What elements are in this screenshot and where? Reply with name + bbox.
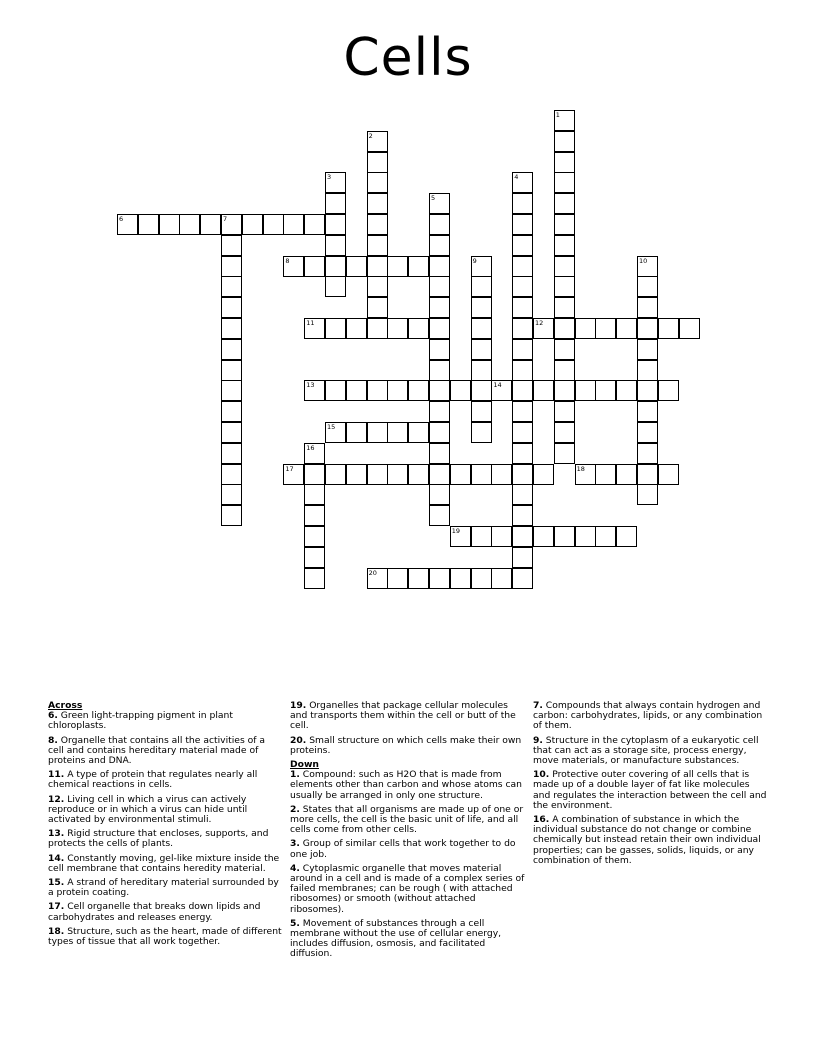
grid-cell[interactable] [658,464,679,485]
grid-cell[interactable] [325,235,346,256]
grid-cell[interactable] [616,526,637,547]
grid-cell[interactable] [429,339,450,360]
clue-item [48,927,283,947]
grid-cell[interactable] [512,422,533,443]
grid-cell[interactable] [637,422,658,443]
grid-cell[interactable] [471,568,492,589]
clue-number: 20 [368,568,377,577]
grid-cell[interactable] [325,464,346,485]
grid-cell[interactable] [471,464,492,485]
grid-cell[interactable] [554,526,575,547]
clue-text: Compound: such as H2O that is made from elements other than carbon and whose atoms can usually be arranged in only one structure. [290,769,522,801]
clue-text: A type of protein that regulates nearly all chemical reactions in cells. [48,769,258,791]
grid-cell[interactable] [242,214,263,235]
grid-cell[interactable] [221,256,242,277]
grid-cell[interactable] [159,214,180,235]
grid-cell[interactable] [471,360,492,381]
grid-cell[interactable] [637,380,658,401]
grid-cell[interactable] [554,422,575,443]
grid-cell[interactable] [533,380,554,401]
clue-item [533,736,769,767]
grid-cell[interactable] [595,380,616,401]
clue-number: 14 [493,381,502,390]
clue-number-label: 1. [290,769,300,781]
grid-cell[interactable] [575,318,596,339]
grid-cell[interactable] [221,401,242,422]
grid-cell[interactable] [637,360,658,381]
grid-cell[interactable] [512,547,533,568]
clue-text: Structure in the cytoplasm of a eukaryotic cell that can act as a storage site, process energy, move materials, or manufacture substances. [533,734,759,767]
clue-item [533,701,769,732]
clue-item [290,919,528,960]
grid-cell[interactable] [533,464,554,485]
grid-cell[interactable] [512,276,533,297]
grid-cell[interactable] [512,193,533,214]
grid-cell[interactable] [554,172,575,193]
grid-cell[interactable] [429,422,450,443]
grid-cell[interactable] [637,484,658,505]
grid-cell[interactable] [491,464,512,485]
grid-cell[interactable] [367,276,388,297]
grid-cell[interactable] [429,380,450,401]
clue-text: Protective outer covering of all cells that is made up of a double layer of fat like molecules and regulates the interaction between the cell and the environment. [533,769,767,811]
grid-cell[interactable] [200,214,221,235]
grid-cell[interactable] [325,380,346,401]
grid-cell[interactable] [595,526,616,547]
clue-number-label: 14. [48,852,65,864]
grid-cell[interactable] [221,339,242,360]
clue-number: 15 [327,423,336,431]
grid-cell[interactable] [221,380,242,401]
grid-cell[interactable] [367,422,388,443]
clue-number-label: 6. [48,710,58,722]
grid-cell[interactable] [367,318,388,339]
grid-cell[interactable] [658,318,679,339]
grid-cell[interactable] [367,256,388,277]
clue-item [290,839,528,859]
clue-text: Organelle that contains all the activities of a cell and contains hereditary material made of proteins and DNA. [48,734,266,767]
grid-cell[interactable] [429,464,450,485]
grid-cell[interactable] [471,526,492,547]
grid-cell[interactable] [179,214,200,235]
clue-item [290,736,528,756]
grid-cell[interactable] [554,193,575,214]
clue-number-label: 17. [48,901,65,913]
clue-number-label: 4. [290,862,300,874]
clue-number: 5 [431,194,436,203]
grid-cell[interactable] [471,339,492,360]
grid-cell[interactable] [221,443,242,464]
grid-cell[interactable] [512,380,533,401]
grid-cell[interactable] [429,276,450,297]
grid-cell[interactable] [304,464,325,485]
clue-item [48,902,283,922]
grid-cell[interactable] [554,297,575,318]
grid-cell[interactable] [491,526,512,547]
clue-column-2 [290,701,528,964]
grid-cell[interactable] [304,505,325,526]
clue-number: 2 [368,131,373,140]
grid-cell[interactable] [637,464,658,485]
grid-cell[interactable] [304,547,325,568]
grid-cell[interactable] [408,422,429,443]
grid-cell[interactable] [471,380,492,401]
grid-cell[interactable] [575,526,596,547]
grid-cell[interactable] [283,214,304,235]
grid-cell[interactable] [346,464,367,485]
grid-cell[interactable] [512,318,533,339]
clue-text: States that all organisms are made up of one or more cells, the cell is the basic unit of life, and all cells come from other cells. [290,803,524,836]
clue-number-label: 18. [48,925,65,937]
grid-cell[interactable] [616,318,637,339]
clue-number-label: 13. [48,828,65,840]
clue-number: 7 [223,215,228,223]
grid-cell[interactable] [533,526,554,547]
grid-cell[interactable] [429,360,450,381]
grid-cell[interactable] [325,256,346,277]
grid-cell[interactable] [263,214,284,235]
clue-number-label: 7. [533,700,543,711]
grid-cell[interactable] [616,464,637,485]
grid-cell[interactable] [512,484,533,505]
across-heading: Across [48,700,83,711]
clue-column-1 [48,701,283,951]
grid-cell[interactable] [595,464,616,485]
grid-cell[interactable] [637,443,658,464]
grid-cell[interactable] [221,484,242,505]
clue-number: 17 [285,464,294,473]
clue-number-label: 5. [290,917,300,929]
grid-cell[interactable] [346,256,367,277]
grid-cell[interactable] [450,380,471,401]
clue-item [290,770,528,801]
grid-cell[interactable] [304,568,325,589]
grid-cell[interactable] [512,339,533,360]
clue-number: 11 [306,319,315,327]
grid-cell[interactable] [512,401,533,422]
grid-cell[interactable] [554,256,575,277]
clue-number-label: 11. [48,769,65,781]
grid-cell[interactable] [554,235,575,256]
clue-number-label: 16. [533,814,550,826]
clue-text: Movement of substances through a cell membrane without the use of cellular energy, includes diffusion, osmosis, and facilitated diffusion. [290,917,502,960]
grid-cell[interactable] [512,568,533,589]
grid-cell[interactable] [221,505,242,526]
grid-cell[interactable] [429,505,450,526]
grid-cell[interactable] [554,276,575,297]
grid-cell[interactable] [387,422,408,443]
grid-cell[interactable] [221,235,242,256]
grid-cell[interactable] [637,297,658,318]
clue-text: Structure, such as the heart, made of different types of tissue that all work together. [48,925,282,948]
clue-item [48,770,283,790]
grid-cell[interactable] [387,380,408,401]
grid-cell[interactable] [512,214,533,235]
grid-cell[interactable] [595,318,616,339]
grid-cell[interactable] [408,318,429,339]
grid-cell[interactable] [554,339,575,360]
clue-item [533,770,769,811]
grid-cell[interactable] [221,360,242,381]
grid-cell[interactable] [471,401,492,422]
clue-text: A strand of hereditary material surrounded by a protein coating. [48,877,279,899]
clue-item [48,711,283,731]
grid-cell[interactable] [387,464,408,485]
clue-text: Constantly moving, gel-like mixture inside the cell membrane that contains heredity material. [48,852,280,874]
grid-cell[interactable] [429,484,450,505]
clue-number: 13 [306,381,315,390]
grid-cell[interactable] [367,172,388,193]
grid-cell[interactable] [471,276,492,297]
clue-number-label: 9. [533,734,543,746]
grid-cell[interactable] [325,193,346,214]
clue-number: 10 [639,256,648,265]
down-heading: Down [290,759,319,771]
clue-number: 3 [327,173,332,182]
grid-cell[interactable] [637,339,658,360]
grid-cell[interactable] [346,422,367,443]
grid-cell[interactable] [554,318,575,339]
clue-number: 19 [451,527,461,535]
grid-cell[interactable] [221,318,242,339]
grid-cell[interactable] [554,380,575,401]
grid-cell[interactable] [429,297,450,318]
grid-cell[interactable] [325,214,346,235]
grid-cell[interactable] [221,276,242,297]
clue-number: 4 [514,173,519,182]
grid-cell[interactable] [408,568,429,589]
clue-text: Compounds that always contain hydrogen and carbon: carbohydrates, lipids, or any combination of them. [533,700,763,732]
grid-cell[interactable] [304,214,325,235]
grid-cell[interactable] [512,297,533,318]
grid-cell[interactable] [637,276,658,297]
grid-cell[interactable] [471,422,492,443]
clue-text: Cell organelle that breaks down lipids and carbohydrates and releases energy. [48,901,261,923]
clue-text: Small structure on which cells make their own proteins. [290,734,522,756]
grid-cell[interactable] [637,318,658,339]
clue-item [48,878,283,898]
grid-cell[interactable] [512,526,533,547]
grid-cell[interactable] [554,401,575,422]
clue-item [290,864,528,915]
grid-cell[interactable] [491,568,512,589]
clue-item [48,795,283,826]
clue-number-label: 10. [533,769,550,781]
clue-number: 18 [576,464,585,473]
grid-cell[interactable] [429,256,450,277]
grid-cell[interactable] [367,235,388,256]
clue-number: 6 [119,215,124,223]
clue-number: 16 [306,443,315,452]
grid-cell[interactable] [408,464,429,485]
grid-cell[interactable] [554,360,575,381]
grid-cell[interactable] [221,464,242,485]
grid-cell[interactable] [304,256,325,277]
grid-cell[interactable] [387,568,408,589]
grid-cell[interactable] [512,464,533,485]
grid-cell[interactable] [304,484,325,505]
grid-cell[interactable] [367,464,388,485]
clue-number-label: 20. [290,734,307,746]
grid-cell[interactable] [554,131,575,152]
grid-cell[interactable] [471,318,492,339]
clue-number: 8 [285,256,290,265]
grid-cell[interactable] [367,193,388,214]
grid-cell[interactable] [575,380,596,401]
grid-cell[interactable] [304,526,325,547]
grid-cell[interactable] [429,235,450,256]
grid-cell[interactable] [429,443,450,464]
clue-item [48,736,283,767]
grid-cell[interactable] [554,443,575,464]
clue-text: A combination of substance in which the individual substance do not change or combine chemically but instead retain their own individual properties; can be gasses, solids, liquids, or any combination of them. [533,814,761,866]
clue-number-label: 12. [48,793,65,805]
grid-cell[interactable] [429,568,450,589]
grid-cell[interactable] [512,256,533,277]
grid-cell[interactable] [450,568,471,589]
grid-cell[interactable] [325,318,346,339]
clue-number-label: 19. [290,700,307,711]
grid-cell[interactable] [554,214,575,235]
clue-text: Organelles that package cellular molecules and transports them within the cell or butt of the cell. [290,700,516,732]
clue-text: Living cell in which a virus can actively reproduce or in which a virus can hide until activated by environmental stimuli. [48,793,248,826]
grid-cell[interactable] [367,152,388,173]
grid-cell[interactable] [658,380,679,401]
grid-cell[interactable] [471,297,492,318]
clue-number-label: 2. [290,803,300,815]
grid-cell[interactable] [325,276,346,297]
grid-cell[interactable] [616,380,637,401]
grid-cell[interactable] [429,318,450,339]
clue-number-label: 3. [290,838,300,850]
clue-item [533,815,769,866]
grid-cell[interactable] [512,505,533,526]
grid-cell[interactable] [221,297,242,318]
clue-item [48,829,283,849]
grid-cell[interactable] [512,235,533,256]
grid-cell[interactable] [679,318,700,339]
grid-cell[interactable] [367,297,388,318]
grid-cell[interactable] [387,318,408,339]
clue-item [48,854,283,874]
clue-text: Rigid structure that encloses, supports, and protects the cells of plants. [48,828,269,850]
clue-text: Cytoplasmic organelle that moves material around in a cell and is made of a complex series of failed membranes; can be rough ( with attached ribosomes) or smooth (without attached ribosomes). [290,862,525,915]
grid-cell[interactable] [367,214,388,235]
clue-number: 1 [555,111,560,119]
grid-cell[interactable] [554,152,575,173]
grid-cell[interactable] [512,360,533,381]
grid-cell[interactable] [387,256,408,277]
grid-cell[interactable] [408,256,429,277]
clue-text: Green light-trapping pigment in plant chloroplasts. [48,710,233,732]
clue-number-label: 15. [48,877,65,889]
grid-cell[interactable] [138,214,159,235]
grid-cell[interactable] [450,464,471,485]
grid-cell[interactable] [429,214,450,235]
grid-cell[interactable] [512,443,533,464]
grid-cell[interactable] [408,380,429,401]
clue-number-label: 8. [48,734,58,746]
grid-cell[interactable] [637,401,658,422]
clue-text: Group of similar cells that work together to do one job. [290,838,516,860]
grid-cell[interactable] [346,318,367,339]
clue-item [290,701,528,732]
page-title: Cells [343,28,473,88]
grid-cell[interactable] [429,401,450,422]
clue-number: 12 [535,319,544,327]
grid-cell[interactable] [367,380,388,401]
grid-cell[interactable] [221,422,242,443]
grid-cell[interactable] [346,380,367,401]
clue-number: 9 [472,256,477,265]
clue-column-3 [533,701,769,870]
clue-item [290,805,528,836]
